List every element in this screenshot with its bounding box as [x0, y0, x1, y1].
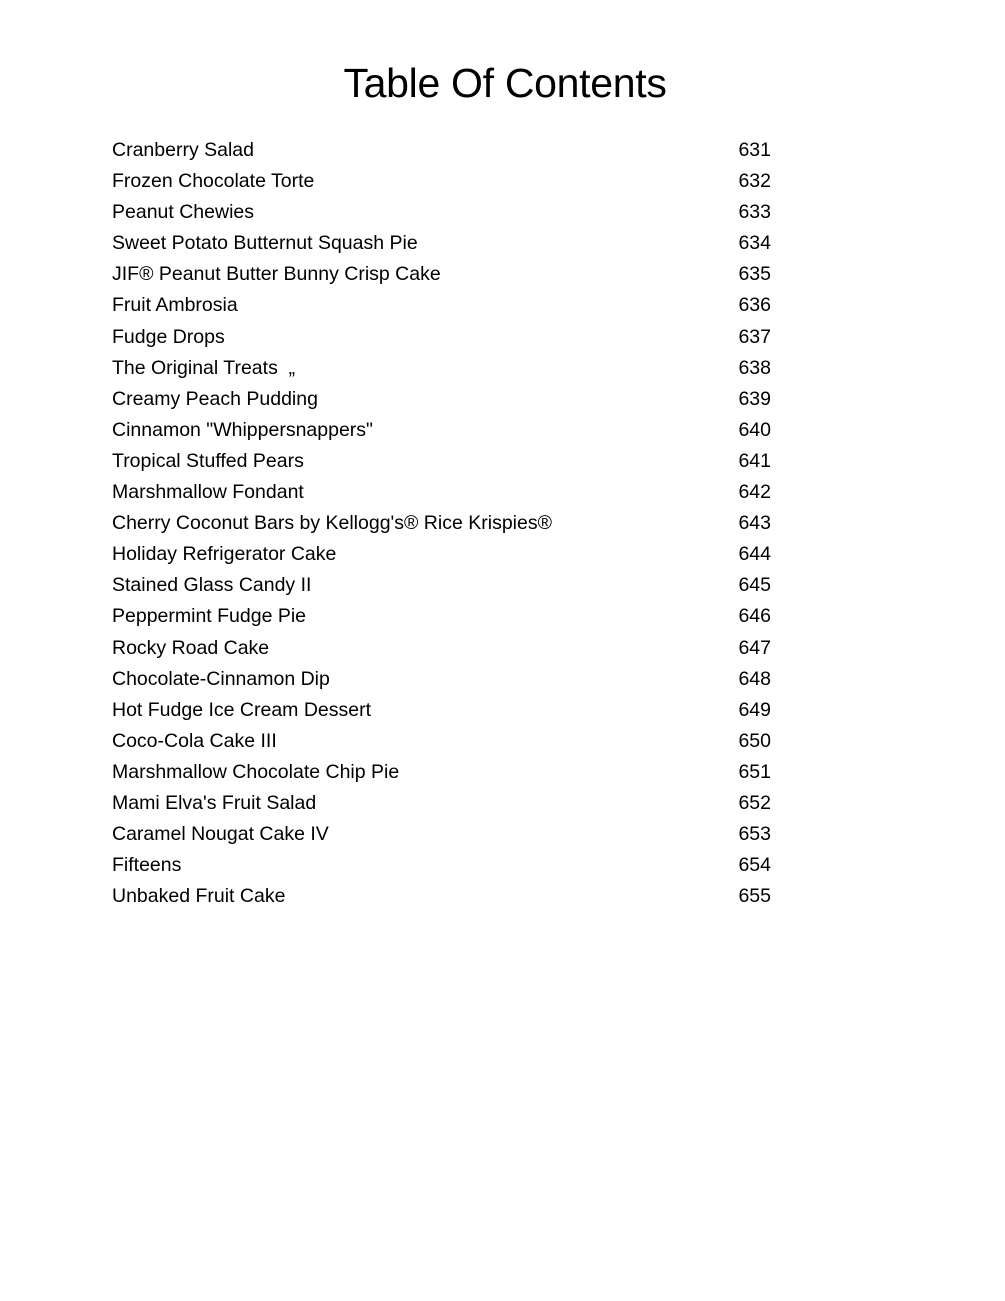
toc-entry[interactable]	[112, 198, 772, 229]
toc-entry-title: Holiday Refrigerator Cake	[112, 543, 337, 566]
toc-entry-page-number: 637	[738, 325, 771, 348]
toc-entry[interactable]	[112, 354, 772, 385]
toc-entry-title: Unbaked Fruit Cake	[112, 885, 286, 908]
table-of-contents	[112, 136, 772, 913]
toc-entry-page-number: 655	[738, 885, 771, 908]
toc-entry-title: JIF® Peanut Butter Bunny Crisp Cake	[112, 263, 441, 286]
toc-entry-page-number: 640	[738, 418, 771, 441]
toc-entry[interactable]	[112, 260, 772, 291]
toc-entry-title: Fruit Ambrosia	[112, 294, 238, 317]
toc-entry[interactable]	[112, 167, 772, 198]
toc-entry-page-number: 650	[738, 729, 771, 752]
toc-entry-page-number: 649	[738, 698, 771, 721]
toc-entry-title: Cinnamon "Whippersnappers"	[112, 418, 373, 441]
toc-entry-page-number: 646	[738, 605, 771, 628]
toc-entry-title: Cranberry Salad	[112, 139, 254, 161]
toc-entry[interactable]	[112, 789, 772, 820]
toc-entry[interactable]	[112, 696, 772, 727]
toc-entry[interactable]	[112, 665, 772, 696]
toc-entry[interactable]	[112, 447, 772, 478]
toc-entry-title: Marshmallow Chocolate Chip Pie	[112, 760, 400, 783]
toc-entry-title: Mami Elva's Fruit Salad	[112, 791, 317, 814]
toc-entry[interactable]	[112, 882, 772, 913]
toc-entry[interactable]	[112, 509, 772, 540]
toc-entry-page-number: 645	[738, 574, 771, 597]
toc-entry-page-number: 651	[738, 760, 771, 783]
toc-entry[interactable]	[112, 385, 772, 416]
toc-entry-title: Tropical Stuffed Pears	[112, 449, 304, 472]
toc-entry-page-number: 653	[738, 823, 771, 846]
toc-entry[interactable]	[112, 602, 772, 633]
toc-entry-title: The Original Treats „	[112, 356, 296, 379]
page-title: Table Of Contents	[343, 60, 667, 106]
toc-entry-title: Peppermint Fudge Pie	[112, 605, 307, 628]
toc-entry-page-number: 633	[738, 201, 771, 224]
toc-entry[interactable]	[112, 851, 772, 882]
toc-entry-title: Stained Glass Candy II	[112, 574, 312, 597]
toc-entry[interactable]	[112, 540, 772, 571]
toc-entry-page-number: 648	[738, 667, 771, 690]
toc-entry[interactable]	[112, 478, 772, 509]
toc-entry-title: Creamy Peach Pudding	[112, 387, 318, 410]
toc-entry-title: Sweet Potato Butternut Squash Pie	[112, 232, 418, 255]
toc-entry-page-number: 632	[738, 170, 771, 193]
toc-entry[interactable]	[112, 229, 772, 260]
toc-entry[interactable]	[112, 727, 772, 758]
toc-entry-page-number: 634	[738, 232, 771, 255]
toc-entry-title: Frozen Chocolate Torte	[112, 170, 315, 193]
toc-entry[interactable]	[112, 136, 772, 167]
toc-entry-title: Peanut Chewies	[112, 201, 255, 224]
toc-entry-page-number: 644	[738, 543, 771, 566]
toc-entry-title: Cherry Coconut Bars by Kellogg's® Rice Krispies®	[112, 512, 552, 535]
toc-entry-page-number: 642	[738, 481, 771, 504]
toc-entry[interactable]	[112, 758, 772, 789]
toc-entry-page-number: 654	[738, 854, 771, 877]
toc-entry-title: Rocky Road Cake	[112, 636, 270, 659]
toc-entry-title: Caramel Nougat Cake IV	[112, 823, 329, 846]
toc-entry-title: Marshmallow Fondant	[112, 481, 304, 504]
toc-entry[interactable]	[112, 291, 772, 322]
toc-entry[interactable]	[112, 634, 772, 665]
toc-entry[interactable]	[112, 571, 772, 602]
toc-entry[interactable]	[112, 323, 772, 354]
toc-entry-page-number: 636	[738, 294, 771, 317]
toc-entry-page-number: 641	[738, 449, 771, 472]
toc-entry-title: Fifteens	[112, 854, 182, 877]
toc-entry-page-number: 643	[738, 512, 771, 535]
toc-entry-title: Coco-Cola Cake III	[112, 729, 277, 752]
toc-entry[interactable]	[112, 820, 772, 851]
toc-entry-title: Hot Fudge Ice Cream Dessert	[112, 698, 372, 721]
toc-entry-page-number: 647	[738, 636, 771, 659]
toc-entry-page-number: 638	[738, 356, 771, 379]
toc-entry-page-number: 652	[738, 791, 771, 814]
toc-entry-title: Chocolate-Cinnamon Dip	[112, 667, 330, 690]
toc-entry[interactable]	[112, 416, 772, 447]
toc-entry-page-number: 635	[738, 263, 771, 286]
toc-entry-page-number: 639	[738, 387, 771, 410]
toc-entry-title: Fudge Drops	[112, 325, 225, 348]
toc-entry-page-number: 631	[738, 139, 771, 161]
